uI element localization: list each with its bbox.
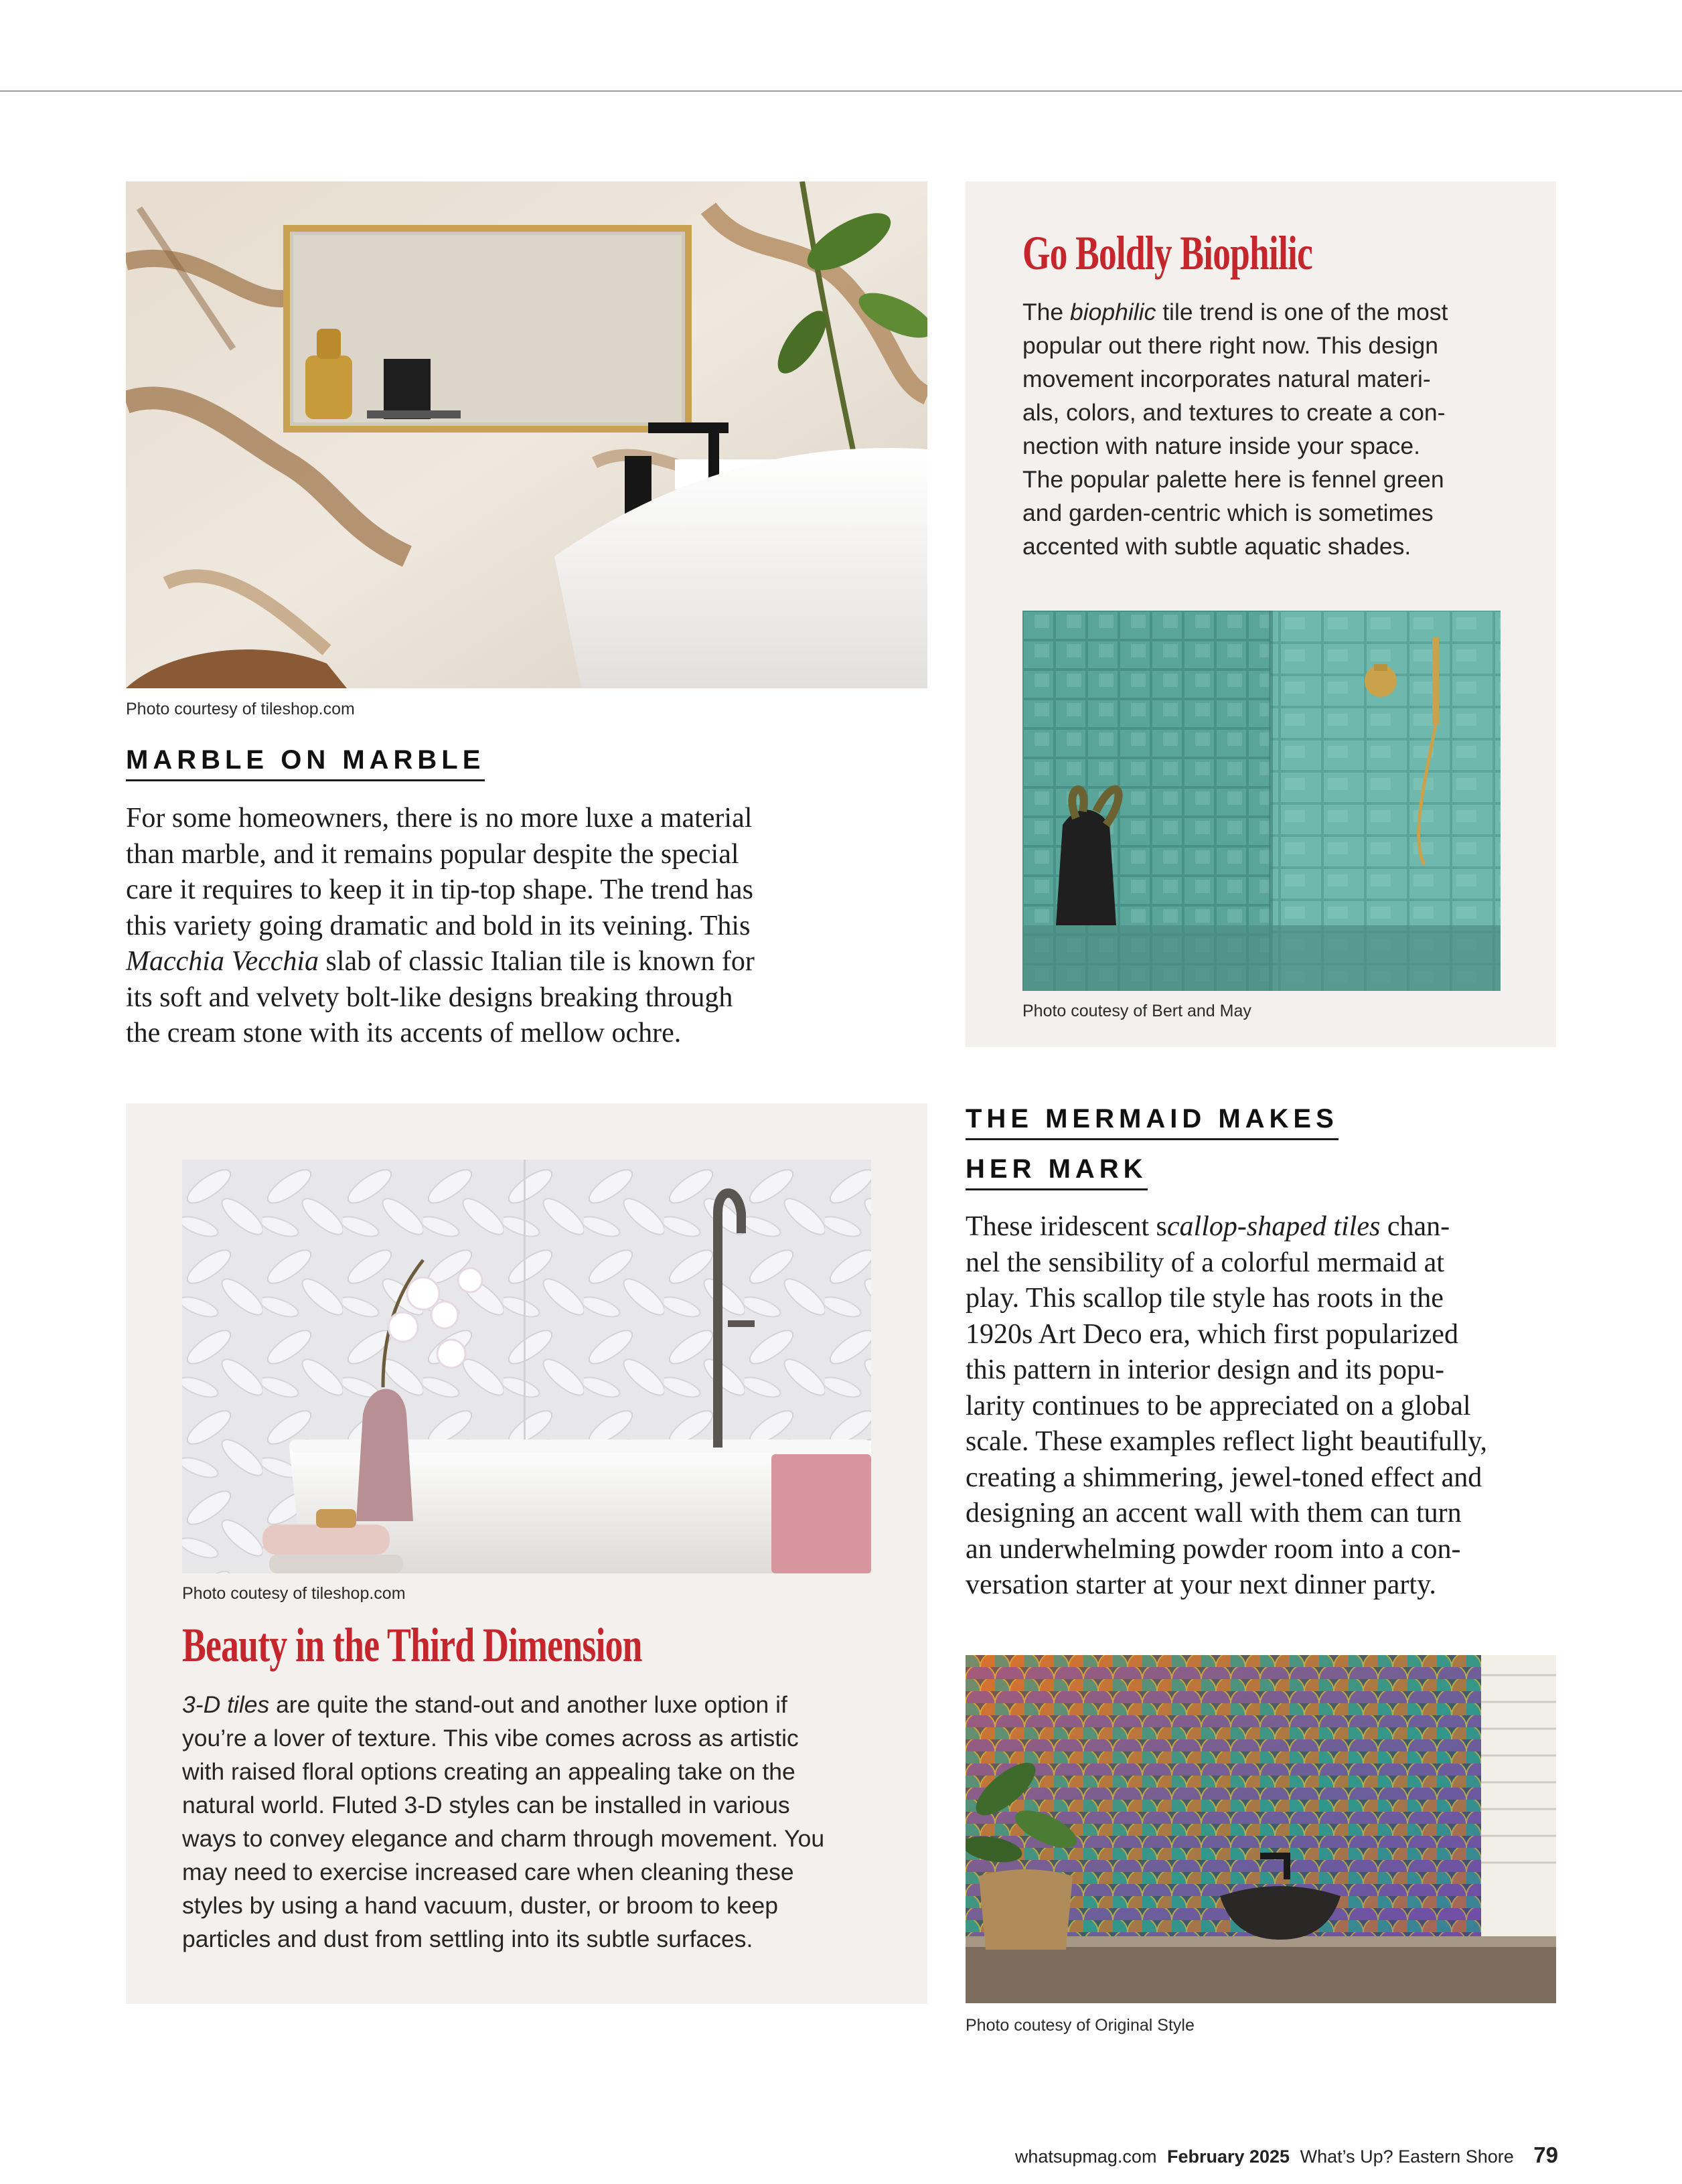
top-rule bbox=[0, 90, 1682, 92]
footer-publication: What’s Up? Eastern Shore bbox=[1300, 2147, 1514, 2167]
third-dimension-body: 3-D tiles are quite the stand-out and another luxe option if you’re a lover of texture. This vibe comes across as artistic with raised floral options creating an appealing take on the natural world. Fluted 3-D styles can be installed in various ways to convey elegance and charm through movement. You may need to exercise increased care when cleaning these styles by using a hand vacuum, duster, or broom to keep particles and dust from settling into its subtle surfaces. bbox=[182, 1691, 825, 1952]
footer-site: whatsupmag.com bbox=[1014, 2147, 1157, 2167]
page-number: 79 bbox=[1533, 2142, 1558, 2167]
mermaid-photo-caption: Photo coutesy of Original Style bbox=[966, 2016, 1195, 2035]
photo-mermaid-scallop-tiles bbox=[966, 1655, 1556, 2003]
biophilic-title: Go Boldly Biophilic bbox=[1022, 226, 1313, 280]
marble-body: For some homeowners, there is no more luxe a material than marble, and it remains popular despite the special care it requires to keep it in tip-top shape. The trend has this variety going dramatic and bold in its veining. This Macchia Vecchia slab of classic Italian tile is known for its soft and velvety bolt-like designs breaking through the cream stone with its accents of mellow ochre. bbox=[126, 803, 755, 1048]
third-dimension-photo-caption: Photo coutesy of tileshop.com bbox=[182, 1584, 406, 1603]
page-footer bbox=[1015, 2142, 1558, 2168]
marble-kicker: MARBLE ON MARBLE bbox=[126, 747, 485, 781]
photo-marble-bathroom bbox=[126, 181, 927, 688]
biophilic-body: The biophilic tile trend is one of the most popular out there right now. This design movement incorporates natural materi- als, colors, and textures to create a con- nection with nature inside your space. The popular palette here is fennel green and garden-centric which is sometimes accented with subtle aquatic shades. bbox=[1022, 299, 1448, 560]
biophilic-photo-caption: Photo coutesy of Bert and May bbox=[1022, 1002, 1251, 1020]
photo-3d-floral-tile-bath bbox=[182, 1160, 871, 1573]
mermaid-body: These iridescent scallop-shaped tiles chan- nel the sensibility of a colorful mermaid at play. This scallop tile style has roots in the 1920s Art Deco era, which first popularized this pattern in interior design and its popu- larity continues to be appreciated on a global scale. These examples reflect light beautifully, creating a shimmering, jewel-toned effect and designing an accent wall with them can turn an underwhelming powder room into a con- versation starter at your next dinner party. bbox=[966, 1211, 1488, 1600]
third-dimension-title: Beauty in the Third Dimension bbox=[182, 1618, 642, 1672]
marble-photo-caption: Photo courtesy of tileshop.com bbox=[126, 700, 355, 718]
mermaid-kicker: THE MERMAID MAKES HER MARK bbox=[966, 1105, 1339, 1190]
footer-date: February 2025 bbox=[1166, 2147, 1290, 2167]
photo-green-tile-shower bbox=[1022, 611, 1501, 991]
